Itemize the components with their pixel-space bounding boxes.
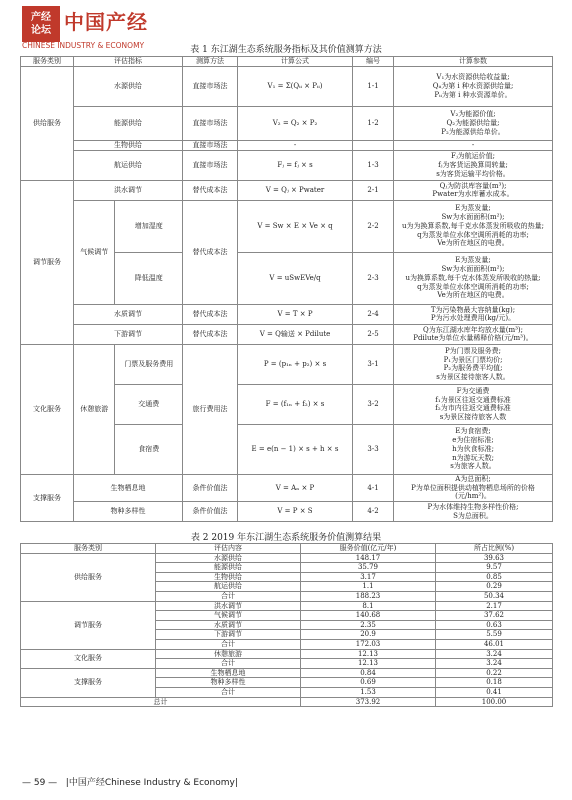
- value-cell: 3.17: [301, 572, 436, 582]
- code-cell: 3-1: [353, 344, 394, 384]
- formula-cell: P = (p₁ₙ + p₂) × s: [238, 344, 353, 384]
- params-cell: Q为东江湖水库年均放水量(m³); Pdilute为单位水量稀释价格(元/m³)。: [394, 324, 553, 344]
- params-cell: E为蒸发量; Sw为水面面积(m²); u为换算系数,每千克水体蒸发所吸收的热量; q为蒸发单位水体空调所消耗的功率; Ve为所在地区的电费。: [394, 252, 553, 304]
- share-cell: 0.85: [436, 572, 553, 582]
- total-label: 总计: [21, 697, 301, 707]
- table-row: [21, 324, 553, 344]
- share-cell: 3.24: [436, 659, 553, 669]
- col-header: 所占比例(%): [436, 544, 553, 554]
- formula-cell: E = e(n − 1) × s + h × s: [238, 424, 353, 474]
- item-cell: 休憩旅游: [156, 649, 301, 659]
- params-cell: Fⱼ为航运价值; fⱼ为客货运换算周转量; s为客货运输平均价格。: [394, 150, 553, 180]
- indicator-cell: 航运供给: [74, 150, 183, 180]
- code-cell: 2-2: [353, 200, 394, 252]
- category-cell: 支撑服务: [21, 668, 156, 697]
- params-cell: P为水体维持生物多样性价格; S为总面积。: [394, 502, 553, 522]
- params-cell: -: [394, 140, 553, 150]
- table2-caption: 表 2 2019 年东江湖生态系统服务价值测算结果: [190, 533, 382, 543]
- table-row: [21, 66, 553, 106]
- code-cell: 2-1: [353, 180, 394, 200]
- params-cell: E为食宿费; e为住宿标准; h为伙食标准; n为游玩天数; s为旅客人数。: [394, 424, 553, 474]
- method-cell: 替代成本法: [183, 200, 238, 304]
- item-cell: 水质调节: [156, 620, 301, 630]
- share-cell: 3.24: [436, 649, 553, 659]
- value-cell: 35.79: [301, 563, 436, 573]
- indicator-cell: 气候调节: [74, 200, 115, 304]
- method-cell: 直接市场法: [183, 66, 238, 106]
- value-cell: 172.03: [301, 639, 436, 649]
- params-cell: F为交通费 f₁为景区往返交通费标准 f₂为市内往返交通费标准 s为景区接待旅客人数: [394, 384, 553, 424]
- total-value: 373.92: [301, 697, 436, 707]
- value-cell: 12.13: [301, 649, 436, 659]
- method-cell: 替代成本法: [183, 324, 238, 344]
- code-cell: 2-5: [353, 324, 394, 344]
- item-cell: 生物栖息地: [156, 668, 301, 678]
- table2: [20, 543, 553, 707]
- col-header: 服务类别: [21, 57, 74, 67]
- table-row: [21, 180, 553, 200]
- method-cell: 直接市场法: [183, 140, 238, 150]
- col-header: 评估内容: [156, 544, 301, 554]
- journal-logo: 中国产经: [64, 10, 148, 34]
- share-cell: 0.18: [436, 678, 553, 688]
- formula-cell: V = Qⱼ × Pwater: [238, 180, 353, 200]
- item-cell: 合计: [156, 639, 301, 649]
- table-row: [21, 668, 553, 678]
- value-cell: 8.1: [301, 601, 436, 611]
- formula-cell: V = uSwEVe/q: [238, 252, 353, 304]
- indicator-cell: 洪水调节: [74, 180, 183, 200]
- sub-indicator-cell: 降低温度: [115, 252, 183, 304]
- table2-header-row: [21, 544, 553, 554]
- code-cell: 1-1: [353, 66, 394, 106]
- table-row: [21, 304, 553, 324]
- method-cell: 条件价值法: [183, 474, 238, 501]
- formula-cell: V = Q输送 × Pdilute: [238, 324, 353, 344]
- item-cell: 合计: [156, 687, 301, 697]
- share-cell: 50.34: [436, 591, 553, 601]
- col-header: 服务价值(亿元/年): [301, 544, 436, 554]
- value-cell: 0.84: [301, 668, 436, 678]
- indicator-cell: 生物栖息地: [74, 474, 183, 501]
- value-cell: 148.17: [301, 553, 436, 563]
- col-header: 服务类别: [21, 544, 156, 554]
- indicator-cell: 水源供给: [74, 66, 183, 106]
- formula-cell: V = Sw × E × Ve × q: [238, 200, 353, 252]
- value-cell: 0.69: [301, 678, 436, 688]
- formula-cell: V₁ = Σ(Qᵢᵢ × Pᵢᵢ): [238, 66, 353, 106]
- code-cell: 1-3: [353, 150, 394, 180]
- table-row: [21, 649, 553, 659]
- params-cell: V₁为水资源供给收益量; Qᵢᵢ为第 i 种水资源供给量; Pᵢᵢ为第 i 种水资源单价。: [394, 66, 553, 106]
- journal-logo-en: CHINESE INDUSTRY & ECONOMY: [22, 41, 145, 50]
- params-cell: A为总面积; P为单位面积提供动植物栖息场所的价格(元/hm²)。: [394, 474, 553, 501]
- item-cell: 航运供给: [156, 582, 301, 592]
- table1: [20, 56, 553, 522]
- item-cell: 水源供给: [156, 553, 301, 563]
- item-cell: 物种多样性: [156, 678, 301, 688]
- share-cell: 0.29: [436, 582, 553, 592]
- method-cell: 替代成本法: [183, 304, 238, 324]
- value-cell: 2.35: [301, 620, 436, 630]
- value-cell: 20.9: [301, 630, 436, 640]
- params-cell: Qⱼ为防洪库容量(m³); Pwater为水库蓄水成本。: [394, 180, 553, 200]
- sub-indicator-cell: 增加湿度: [115, 200, 183, 252]
- category-cell: 供给服务: [21, 553, 156, 601]
- sub-indicator-cell: 食宿费: [115, 424, 183, 474]
- col-header: 测算方法: [183, 57, 238, 67]
- code-cell: [353, 140, 394, 150]
- table-row: [21, 601, 553, 611]
- page-number: — 59 —: [22, 778, 58, 788]
- indicator-cell: 水质调节: [74, 304, 183, 324]
- indicator-cell: 物种多样性: [74, 502, 183, 522]
- table-row: [21, 106, 553, 140]
- col-header: 计算公式: [238, 57, 353, 67]
- item-cell: 合计: [156, 659, 301, 669]
- share-cell: 0.63: [436, 620, 553, 630]
- col-header: 计算参数: [394, 57, 553, 67]
- code-cell: 3-3: [353, 424, 394, 474]
- journal-footer: |中国产经Chinese Industry & Economy|: [65, 778, 238, 788]
- value-cell: 140.68: [301, 611, 436, 621]
- method-cell: 条件价值法: [183, 502, 238, 522]
- code-cell: 3-2: [353, 384, 394, 424]
- share-cell: 39.63: [436, 553, 553, 563]
- code-cell: 4-1: [353, 474, 394, 501]
- formula-cell: V = Aₙ × P: [238, 474, 353, 501]
- code-cell: 1-2: [353, 106, 394, 140]
- share-cell: 2.17: [436, 601, 553, 611]
- formula-cell: F = (f₁ₙ + f₂) × s: [238, 384, 353, 424]
- params-cell: E为蒸发量; Sw为水面面积(m²); u为为换算系数,每千克水体蒸发所吸收的热量; q为蒸发单位水体空调所消耗的功率; Ve为所在地区的电费。: [394, 200, 553, 252]
- indicator-cell: 生物供给: [74, 140, 183, 150]
- table-row: [21, 150, 553, 180]
- formula-cell: V = P × S: [238, 502, 353, 522]
- indicator-cell: 下游调节: [74, 324, 183, 344]
- params-cell: T为污染物最大容纳量(kg); P为污水处理费用(kg/元)。: [394, 304, 553, 324]
- share-cell: 37.62: [436, 611, 553, 621]
- category-cell: 调节服务: [21, 180, 74, 344]
- item-cell: 能源供给: [156, 563, 301, 573]
- share-cell: 9.57: [436, 563, 553, 573]
- item-cell: 下游调节: [156, 630, 301, 640]
- method-cell: 直接市场法: [183, 150, 238, 180]
- share-cell: 5.59: [436, 630, 553, 640]
- table-row: [21, 474, 553, 501]
- share-cell: 46.01: [436, 639, 553, 649]
- item-cell: 洪水调节: [156, 601, 301, 611]
- share-cell: 0.22: [436, 668, 553, 678]
- value-cell: 188.23: [301, 591, 436, 601]
- method-cell: 旅行费用法: [183, 344, 238, 474]
- indicator-cell: 休憩旅游: [74, 344, 115, 474]
- total-share: 100.00: [436, 697, 553, 707]
- method-cell: 替代成本法: [183, 180, 238, 200]
- table-row: [21, 344, 553, 384]
- category-cell: 支撑服务: [21, 474, 74, 521]
- share-cell: 0.41: [436, 687, 553, 697]
- formula-cell: Fⱼ = fⱼ × s: [238, 150, 353, 180]
- table1-header-row: [21, 57, 553, 67]
- table-row: [21, 140, 553, 150]
- section-badge: 产经 论坛: [22, 6, 60, 42]
- value-cell: 12.13: [301, 659, 436, 669]
- page-footer: [22, 775, 238, 788]
- table-row: [21, 200, 553, 252]
- col-header: 评估指标: [74, 57, 183, 67]
- table-row: [21, 502, 553, 522]
- code-cell: 2-3: [353, 252, 394, 304]
- code-cell: 2-4: [353, 304, 394, 324]
- category-cell: 调节服务: [21, 601, 156, 649]
- category-cell: 供给服务: [21, 66, 74, 180]
- item-cell: 生物供给: [156, 572, 301, 582]
- category-cell: 文化服务: [21, 344, 74, 474]
- value-cell: 1.1: [301, 582, 436, 592]
- item-cell: 气候调节: [156, 611, 301, 621]
- params-cell: V₂为能源价值; Q₂为能源供给量; P₂为能源供给单价。: [394, 106, 553, 140]
- sub-indicator-cell: 交通费: [115, 384, 183, 424]
- formula-cell: -: [238, 140, 353, 150]
- sub-indicator-cell: 门票及服务费用: [115, 344, 183, 384]
- col-header: 编号: [353, 57, 394, 67]
- table-row: [21, 553, 553, 563]
- total-row: [21, 697, 553, 707]
- code-cell: 4-2: [353, 502, 394, 522]
- formula-cell: V = T × P: [238, 304, 353, 324]
- item-cell: 合计: [156, 591, 301, 601]
- params-cell: P为门票及服务费; P₁为景区门票均价; P₂为服务费平均值; s为景区接待旅客人数。: [394, 344, 553, 384]
- table1-caption: 表 1 东江湖生态系统服务指标及其价值测算方法: [190, 45, 382, 55]
- category-cell: 文化服务: [21, 649, 156, 668]
- value-cell: 1.53: [301, 687, 436, 697]
- formula-cell: V₂ = Q₂ × P₂: [238, 106, 353, 140]
- method-cell: 直接市场法: [183, 106, 238, 140]
- indicator-cell: 能源供给: [74, 106, 183, 140]
